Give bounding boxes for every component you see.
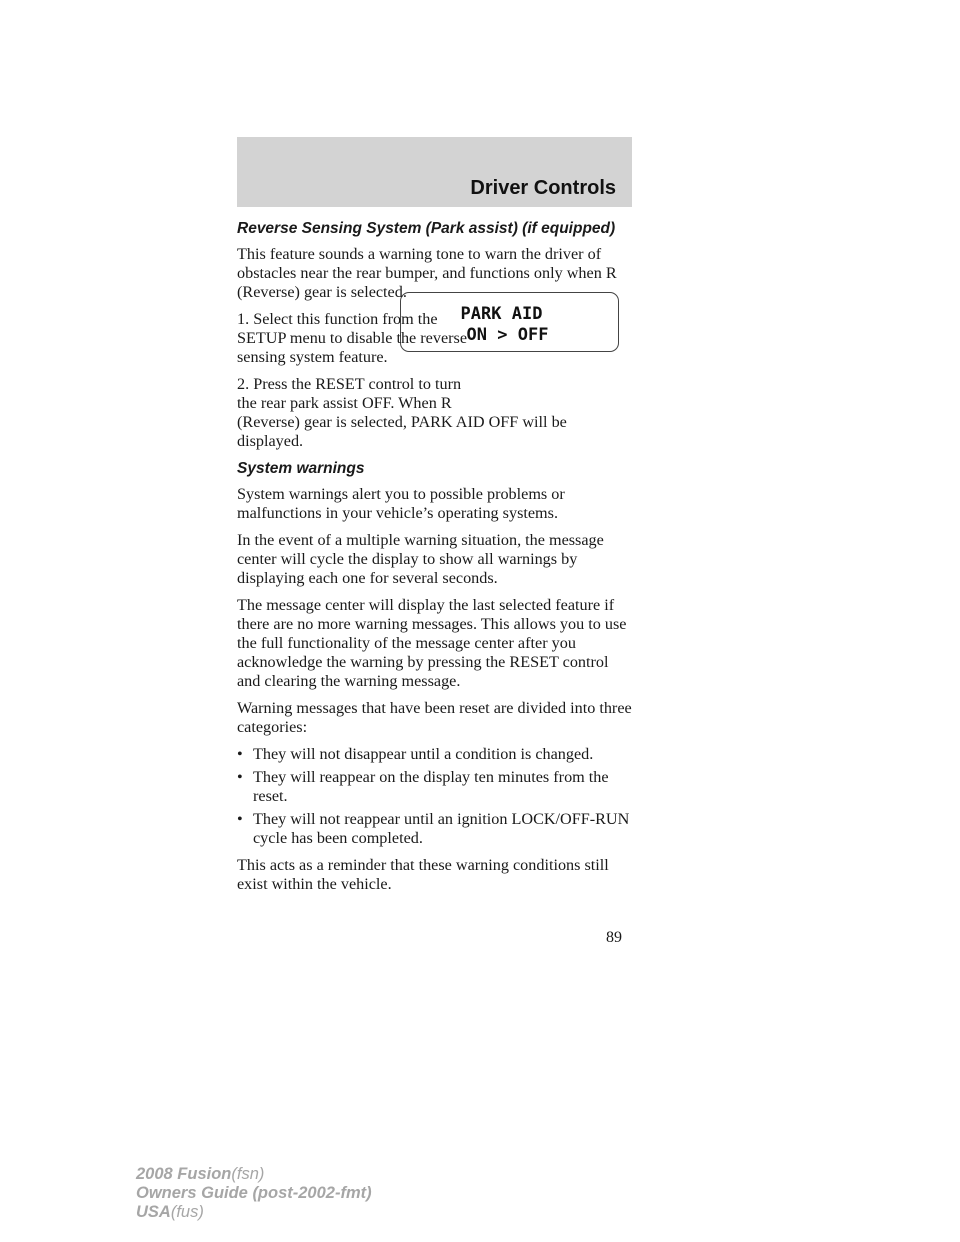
warnings-paragraph: System warnings alert you to possible problems or malfunctions in your vehicle’s operating systems.	[237, 485, 565, 522]
step-2-line: 2. Press the RESET control to turn	[237, 375, 462, 393]
footer	[136, 1165, 372, 1222]
step-2-line: the rear park assist OFF. When R	[237, 394, 452, 412]
warning-categories-list	[237, 745, 633, 848]
step-1-line: SETUP menu to disable the reverse	[237, 329, 468, 347]
warnings-paragraph: Warning messages that have been reset are divided into three categories:	[237, 699, 632, 736]
display-line-1: PARK AID	[460, 304, 543, 324]
section-title: Driver Controls	[470, 177, 616, 199]
footer-region-code: (fus)	[170, 1203, 204, 1221]
step-1	[237, 310, 633, 367]
system-warnings-heading: System warnings	[237, 460, 365, 477]
footer-model-code: (fsn)	[231, 1165, 265, 1183]
warnings-paragraph: In the event of a multiple warning situation, the message center will cycle the display to show all warnings by displaying each one for several seconds.	[237, 531, 604, 587]
bullet-icon: •	[237, 768, 243, 786]
warnings-paragraph: The message center will display the last selected feature if there are no more warning messages. This allows you to use the full functionality of the message center after you acknowledge the warning by pressing the RESET control and clearing the warning message.	[237, 596, 627, 690]
step-2-line: (Reverse) gear is selected, PARK AID OFF will be displayed.	[237, 413, 567, 450]
list-item: • They will not disappear until a condition is changed.	[237, 745, 594, 763]
warnings-paragraph: This acts as a reminder that these warning conditions still exist within the vehicle.	[237, 856, 609, 893]
step-2	[237, 375, 633, 451]
page-content	[237, 219, 633, 902]
reverse-sensing-intro: This feature sounds a warning tone to warn the driver of obstacles near the rear bumper, and functions only when R (Reverse) gear is selected.	[237, 245, 617, 301]
footer-region: USA	[136, 1203, 171, 1221]
page-number: 89	[606, 929, 622, 946]
list-item: • They will reappear on the display ten minutes from the reset.	[237, 768, 609, 805]
step-1-line: 1. Select this function from the	[237, 310, 438, 328]
reverse-sensing-heading: Reverse Sensing System (Park assist) (if equipped)	[237, 220, 616, 237]
footer-model: 2008 Fusion	[136, 1165, 232, 1183]
display-line-2: ON > OFF	[466, 325, 549, 345]
header-band	[237, 137, 632, 207]
bullet-icon: •	[237, 745, 243, 763]
step-1-line: sensing system feature.	[237, 348, 388, 366]
bullet-icon: •	[237, 810, 243, 828]
footer-guide: Owners Guide (post-2002-fmt)	[136, 1184, 372, 1202]
list-item: • They will not reappear until an ignition LOCK/OFF-RUN cycle has been completed.	[237, 810, 630, 847]
